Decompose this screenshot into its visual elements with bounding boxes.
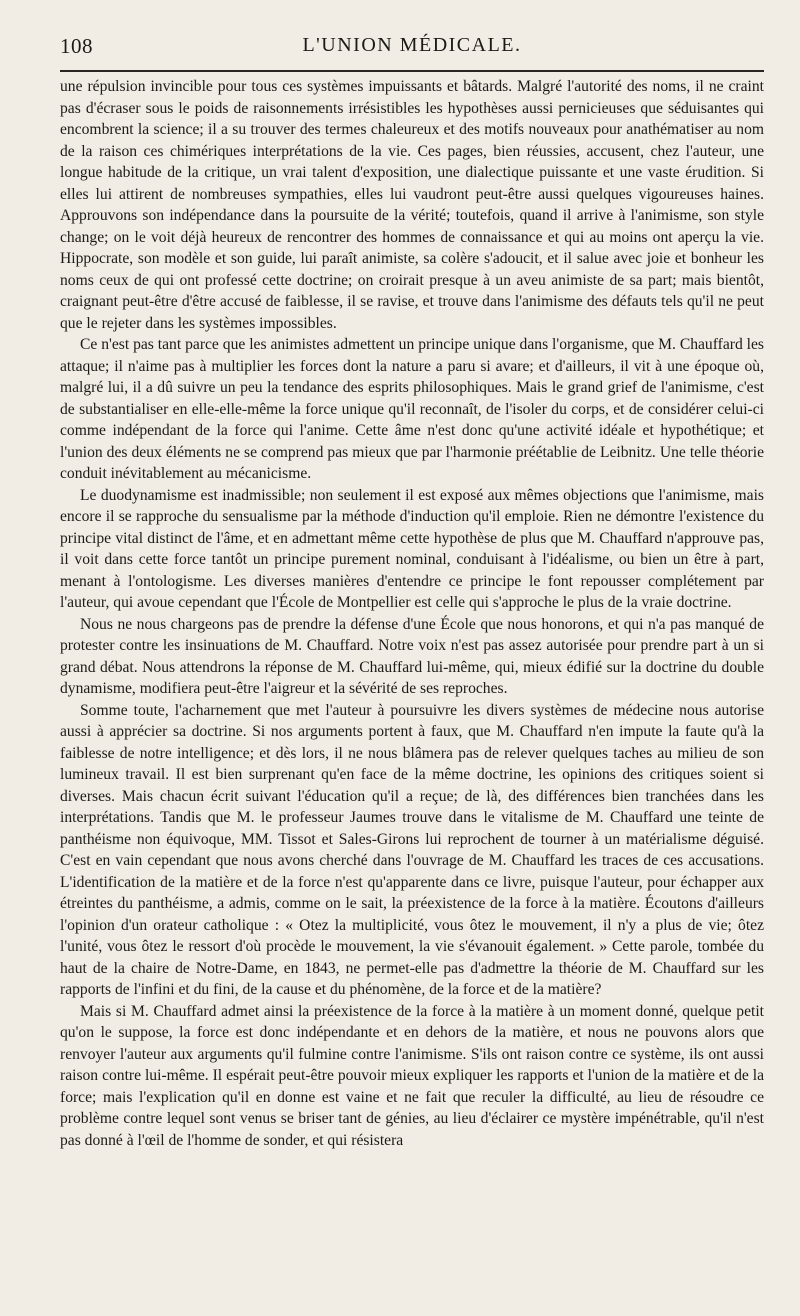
header-rule [60, 70, 764, 72]
paragraph-3: Le duodynamisme est inadmissible; non seulement il est exposé aux mêmes objections que l'animisme, mais encore il se rapproche du sensualisme par la méthode d'induction qu'il emploie. Rien ne démontre l'existence du principe vital distinct de l'âme, et en admettant même cette hypothèse de plus que M. Chauffard n'approuve pas, il voit dans cette force tantôt un principe purement nominal, conduisant à l'idéalisme, ou bien un être à part, menant à l'ontologisme. Les diverses manières d'entendre ce principe le font repousser complétement par l'auteur, qui avoue cependant que l'École de Montpellier est celle qui s'approche le plus de la vraie doctrine. [60, 486, 764, 611]
paragraph-6: Mais si M. Chauffard admet ainsi la préexistence de la force à la matière à un moment donné, quelque petit qu'on le suppose, la force est donc indépendante et en dehors de la matière, et nous ne pouvons alors que renvoyer l'auteur aux arguments qu'il fulmine contre l'animisme. S'ils ont raison contre ce système, ils ont aussi raison contre lui-même. Il espérait peut-être pouvoir mieux expliquer les rapports et l'union de la matière et de la force; mais l'explication qu'il en donne est vaine et ne fait que reculer la difficulté, au lieu de résoudre ce problème contre lequel sont venus se briser tant de génies, au lieu d'éclairer ce mystère impénétrable, qu'il n'est pas donné à l'œil de l'homme de sonder, et qui résistera [60, 1002, 764, 1149]
paragraph-4: Nous ne nous chargeons pas de prendre la défense d'une École que nous honorons, et qui n'a pas manqué de protester contre les insinuations de M. Chauffard. Notre voix n'est pas assez autorisée pour prendre part à un si grand débat. Nous attendrons la réponse de M. Chauffard lui-même, qui, mieux édifié sur la doctrine du double dynamisme, modifiera peut-être l'aigreur et la sévérité de ses reproches. [60, 615, 764, 697]
paragraph-5: Somme toute, l'acharnement que met l'auteur à poursuivre les divers systèmes de médecine nous autorise aussi à apprécier sa doctrine. Si nos arguments portent à faux, que M. Chauffard n'en impute la faute qu'à la faiblesse de notre intelligence; et dès lors, il ne nous blâmera pas de relever quelques taches au milieu de son lumineux travail. Il est bien surprenant qu'en face de la même doctrine, les opinions des critiques soient si diverses. Mais chacun écrit suivant l'éducation qu'il a reçue; de là, des différences bien tranchées dans les interprétations. Tandis que M. le professeur Jaumes trouve dans le vitalisme de M. Chauffard une teinte de panthéisme non équivoque, MM. Tissot et Sales-Girons lui reprochent de tourner à un matérialisme déguisé. C'est en vain cependant que nous avons cherché dans l'ouvrage de M. Chauffard les traces de ces accusations. L'identification de la matière et de la force n'est qu'apparente dans ce livre, puisque l'auteur, pour échapper aux étreintes du panthéisme, a admis, comme on le sait, la préexistence de la force à la matière. Écoutons d'ailleurs l'opinion d'un orateur catholique : « Otez la multiplicité, vous ôtez le mouvement, il n'y a plus de vie; ôtez l'unité, vous ôtez le ressort d'où procède le mouvement, la vie s'évanouit également. » Cette parole, tombée du haut de la chaire de Notre-Dame, en 1843, ne permet-elle pas d'admettre la théorie de M. Chauffard sur les rapports de l'infini et du fini, de la cause et du phénomène, de la force et de la matière? [60, 701, 764, 998]
running-title: L'UNION MÉDICALE. [302, 34, 522, 56]
body-text [60, 76, 764, 1151]
paragraph-1: une répulsion invincible pour tous ces systèmes impuissants et bâtards. Malgré l'autorité des noms, il ne craint pas d'écraser sous le poids de raisonnements irrésistibles les hypothèses aussi pernicieuses que séduisantes qui encombrent la science; il a su trouver des termes chaleureux et des motifs nouveaux pour anathématiser au nom de la raison ces chimériques interprétations de la vie. Ces pages, bien réussies, accusent, chez l'auteur, une longue habitude de la critique, un vrai talent d'exposition, une dialectique puissante et une vaste érudition. Si elles lui attirent de nombreuses sympathies, elles lui vaudront peut-être aussi quelques vigoureuses haines. Approuvons son indépendance dans la poursuite de la vérité; toutefois, quand il arrive à l'animisme, son style change; on le voit déjà heureux de rencontrer des hommes de connaissance et qui au moins ont aperçu la vie. Hippocrate, son modèle et son guide, lui paraît animiste, sa colère s'adoucit, et il salue avec joie et bonheur les noms ceux de qui ont professé cette doctrine; on croirait presque à un aveu animiste de sa part; mais bientôt, craignant peut-être d'être accusé de faiblesse, il se ravise, et trouve dans l'animisme des défauts tels qu'il ne peut que le rejeter dans les systèmes impossibles. [60, 78, 764, 332]
page-number: 108 [60, 34, 93, 58]
paragraph-2: Ce n'est pas tant parce que les animistes admettent un principe unique dans l'organisme, que M. Chauffard les attaque; il n'aime pas à multiplier les forces dont la nature a paru si avare; et d'ailleurs, il vit à une époque où, malgré lui, il a dû suivre un peu la tendance des esprits philosophiques. Mais le grand grief de l'animisme, c'est de substantialiser en elle-elle-même la force unique qu'il reconnaît, de l'isoler du corps, et de considérer celui-ci comme indépendant de la force qui l'anime. Cette âme n'est donc qu'une activité idéale et hypothétique; et l'union des deux éléments ne se comprend pas mieux que par l'harmonie préétablie de Leibnitz. Une telle théorie conduit inévitablement au mécanicisme. [60, 336, 764, 482]
page-header [60, 30, 764, 64]
